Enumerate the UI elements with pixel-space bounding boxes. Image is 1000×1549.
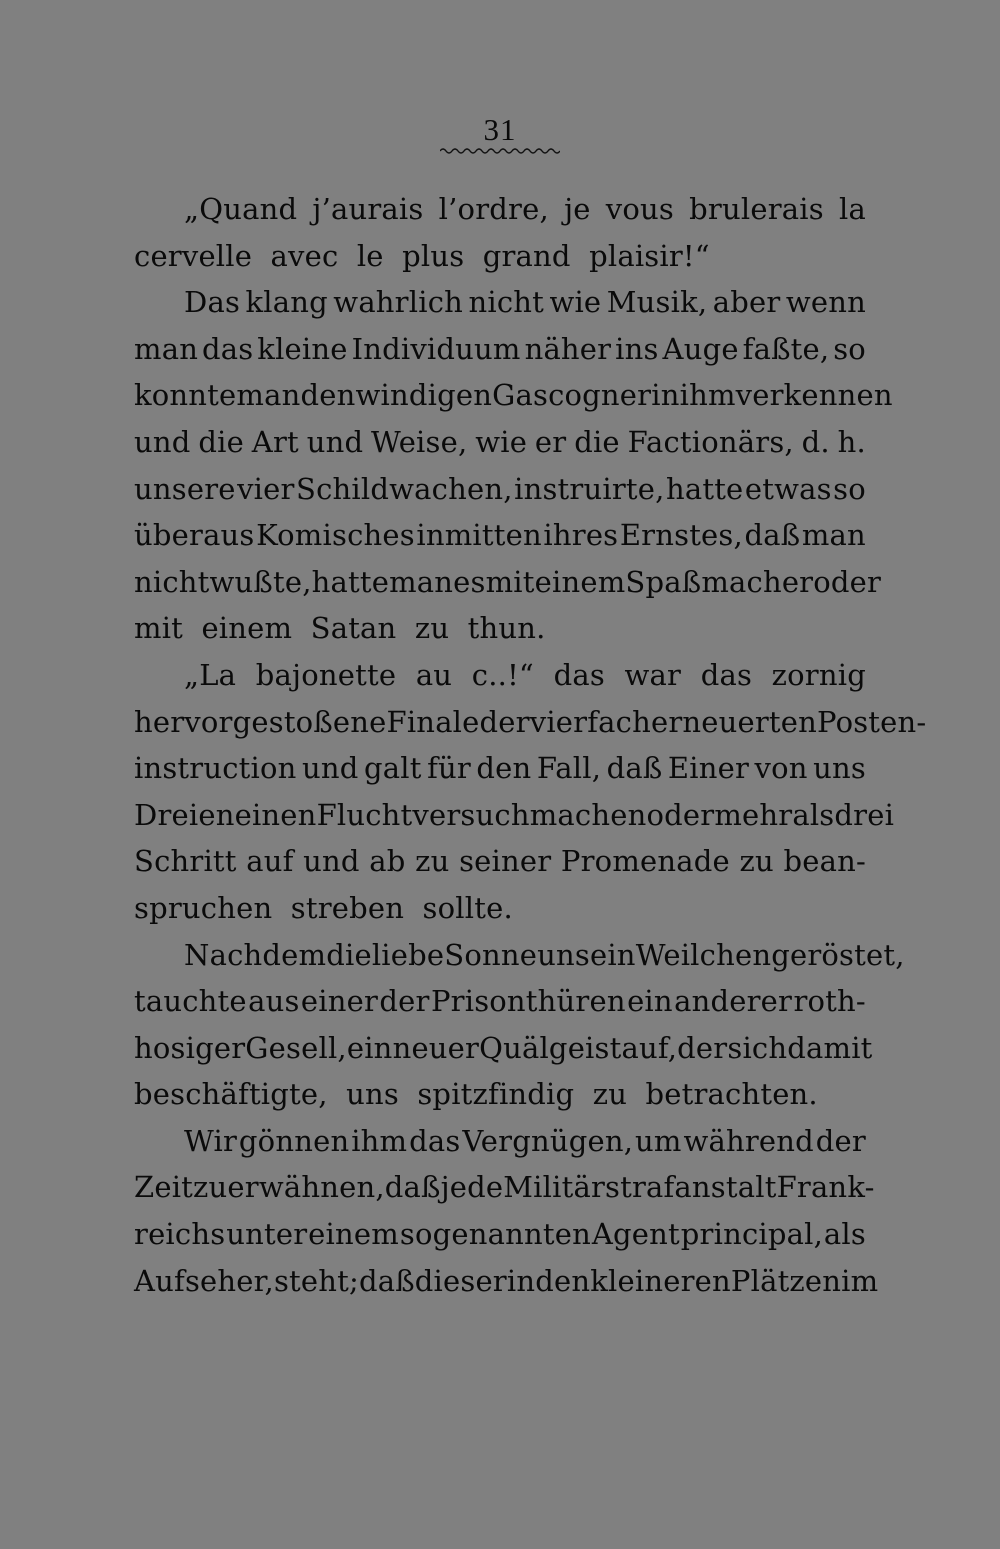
text-line (134, 466, 866, 513)
word: Zeit (134, 1170, 194, 1205)
word: oder (646, 797, 715, 832)
word: Militärstrafanstalt (503, 1170, 777, 1205)
text-line (134, 652, 866, 699)
word: c..!“ (471, 657, 534, 692)
word: instruction (134, 751, 297, 786)
word: und (303, 844, 360, 879)
text-line (134, 699, 927, 746)
word: als (792, 797, 835, 832)
word: h. (837, 424, 866, 459)
word: geröstet, (771, 937, 905, 972)
word: aus (248, 984, 300, 1019)
word: uns (813, 751, 866, 786)
word: im (841, 1263, 879, 1298)
word: vier (237, 471, 295, 506)
word: seiner (459, 844, 552, 879)
word: sogenannten (399, 1217, 591, 1252)
word: Quälgeist (479, 1030, 622, 1065)
word: man (134, 331, 199, 366)
word: einer (300, 984, 379, 1019)
word: Auge (662, 331, 739, 366)
word: und (134, 424, 191, 459)
word: instruirte, (514, 471, 665, 506)
text-line (134, 1025, 873, 1072)
word: während (683, 1123, 814, 1158)
word: kleineren (590, 1263, 731, 1298)
word: neuer (392, 1030, 480, 1065)
word: Vergnügen, (462, 1123, 634, 1158)
word: Das (184, 285, 241, 320)
word: es (453, 564, 486, 599)
word: wahrlich (333, 285, 464, 320)
word: steht; (273, 1263, 359, 1298)
text-line (134, 745, 866, 792)
word: l’ordre, (438, 192, 549, 226)
word: konnte (134, 378, 237, 413)
word: so (833, 331, 866, 366)
word: unter (226, 1217, 308, 1252)
word: kleine (257, 331, 348, 366)
word: einem (534, 564, 626, 599)
word: Weilchen (635, 937, 772, 972)
word: so (833, 471, 866, 506)
text-line: cervelle avec le plus grand plaisir!“ (134, 238, 710, 273)
word: wie (549, 285, 602, 320)
text-line (134, 186, 866, 233)
word: einen (234, 797, 317, 832)
word: der (815, 1123, 866, 1158)
word: zu (415, 844, 450, 879)
word: einem (308, 1217, 399, 1252)
text-line: beschäftigte, uns spitzfindig zu betrachten. (134, 1077, 818, 1112)
word: faßte, (742, 331, 830, 366)
text-line (134, 372, 893, 419)
word: die (326, 937, 372, 972)
text-line (134, 1211, 866, 1258)
word: anderer (674, 984, 793, 1019)
text-line (134, 1164, 875, 1211)
page-number: 31 (483, 112, 517, 147)
word: zornig (771, 657, 866, 692)
word: hosiger (134, 1030, 246, 1065)
word: Komisches (256, 518, 415, 553)
word: roth- (793, 984, 866, 1019)
word: die (198, 424, 244, 459)
word: drei (834, 797, 895, 832)
word: daß (358, 1263, 415, 1298)
word: j’aurais (312, 192, 424, 226)
word: Aufseher, (134, 1263, 274, 1298)
word: machen (529, 797, 647, 832)
word: Posten- (817, 704, 927, 739)
word: vous (605, 192, 674, 226)
text-line: mit einem Satan zu thun. (134, 611, 546, 646)
word: Weise, (371, 424, 468, 459)
word: Factionärs, (627, 424, 794, 459)
word: war (624, 657, 682, 692)
word: gönnen (238, 1123, 350, 1158)
word: bean- (783, 844, 866, 879)
text-line (134, 419, 866, 466)
word: ein (346, 1030, 393, 1065)
text-line (134, 326, 866, 373)
word: in (506, 1263, 536, 1298)
word: und (306, 424, 364, 459)
word: „Quand (184, 192, 298, 226)
word: und (302, 751, 359, 786)
word: damit (787, 1030, 873, 1065)
word: das (202, 331, 254, 366)
word: hervorgestoßene (134, 704, 387, 739)
word: der (379, 984, 430, 1019)
word: er (534, 424, 567, 459)
word: inmitten (416, 518, 542, 553)
text-line (134, 792, 895, 839)
word: unsere (134, 471, 236, 506)
text-line (134, 1118, 866, 1165)
word: vierfach (529, 704, 651, 739)
word: Prisonthüren (430, 984, 626, 1019)
word: bajonette (255, 657, 397, 692)
word: Finale (386, 704, 480, 739)
word: wie (475, 424, 528, 459)
word: wußte, (209, 564, 312, 599)
word: das (700, 657, 753, 692)
word: zu (739, 844, 774, 879)
word: principal, (680, 1217, 824, 1252)
word: wenn (785, 285, 866, 320)
word: daß (744, 518, 801, 553)
word: ein (627, 984, 673, 1019)
word: von (754, 751, 808, 786)
word: ihm (679, 378, 736, 413)
word: der (479, 704, 530, 739)
word: man (801, 518, 866, 553)
word: Wir (184, 1123, 238, 1158)
word: näher (524, 331, 612, 366)
word: galt (364, 751, 422, 786)
word: um (635, 1123, 682, 1158)
word: zu (193, 1170, 228, 1205)
word: den (300, 378, 356, 413)
word: Individuum (351, 331, 521, 366)
word: sich (727, 1030, 788, 1065)
word: Nachdem (184, 937, 327, 972)
word: „La (184, 657, 237, 692)
text-line (134, 559, 882, 606)
word: etwas (744, 471, 832, 506)
word: Musik, (606, 285, 708, 320)
word: Frank- (776, 1170, 875, 1205)
word: ihm (351, 1123, 408, 1158)
word: Art (251, 424, 299, 459)
word: ab (369, 844, 406, 879)
text-line (134, 932, 905, 979)
word: das (409, 1123, 461, 1158)
text-line (134, 1258, 879, 1305)
word: hatte (311, 564, 390, 599)
word: überaus (134, 518, 255, 553)
word: erneuerten (650, 704, 818, 739)
word: tauchte (134, 984, 247, 1019)
word: der (677, 1030, 728, 1065)
word: in (651, 378, 680, 413)
word: oder (813, 564, 882, 599)
word: nicht (134, 564, 210, 599)
text-line (134, 838, 866, 885)
text-line (134, 978, 866, 1025)
word: jede (440, 1170, 504, 1205)
word: je (564, 192, 591, 226)
word: Ernstes, (619, 518, 743, 553)
word: Spaßmacher (625, 564, 814, 599)
word: den (535, 1263, 591, 1298)
word: das (553, 657, 605, 692)
word: erwähnen, (227, 1170, 385, 1205)
word: als (823, 1217, 866, 1252)
word: Agent (591, 1217, 680, 1252)
word: brulerais (689, 192, 824, 226)
word: liebe (371, 937, 445, 972)
word: Schildwachen, (296, 471, 513, 506)
word: Dreien (134, 797, 235, 832)
word: d. (801, 424, 830, 459)
word: Sonne (444, 937, 538, 972)
word: ins (615, 331, 659, 366)
word: Plätzen (730, 1263, 842, 1298)
word: la (839, 192, 866, 226)
word: Schritt (134, 844, 237, 879)
word: man (389, 564, 454, 599)
word: ein (589, 937, 636, 972)
word: Einer (667, 751, 750, 786)
word: verkennen (735, 378, 893, 413)
word: Gesell, (245, 1030, 347, 1065)
word: Fall, (536, 751, 602, 786)
text-line: spruchen streben sollte. (134, 890, 513, 925)
body-text (134, 186, 927, 1304)
word: reichs (134, 1217, 226, 1252)
text-line (134, 279, 866, 326)
word: daß (384, 1170, 441, 1205)
word: au (415, 657, 453, 692)
word: Gascogner (492, 378, 652, 413)
word: hatte (665, 471, 744, 506)
word: man (236, 378, 301, 413)
word: klang (245, 285, 328, 320)
word: Fluchtversuch (316, 797, 530, 832)
word: mit (485, 564, 535, 599)
word: die (574, 424, 620, 459)
word: daß (606, 751, 663, 786)
word: uns (537, 937, 590, 972)
word: Promenade (560, 844, 730, 879)
word: windigen (355, 378, 493, 413)
word: ihres (543, 518, 619, 553)
word: mehr (714, 797, 793, 832)
word: auf, (621, 1030, 678, 1065)
word: auf (246, 844, 294, 879)
wavy-rule-ornament (440, 146, 560, 156)
word: für (427, 751, 471, 786)
text-line (134, 512, 866, 559)
word: dieser (414, 1263, 507, 1298)
word: nicht (468, 285, 544, 320)
word: den (476, 751, 532, 786)
word: aber (712, 285, 781, 320)
